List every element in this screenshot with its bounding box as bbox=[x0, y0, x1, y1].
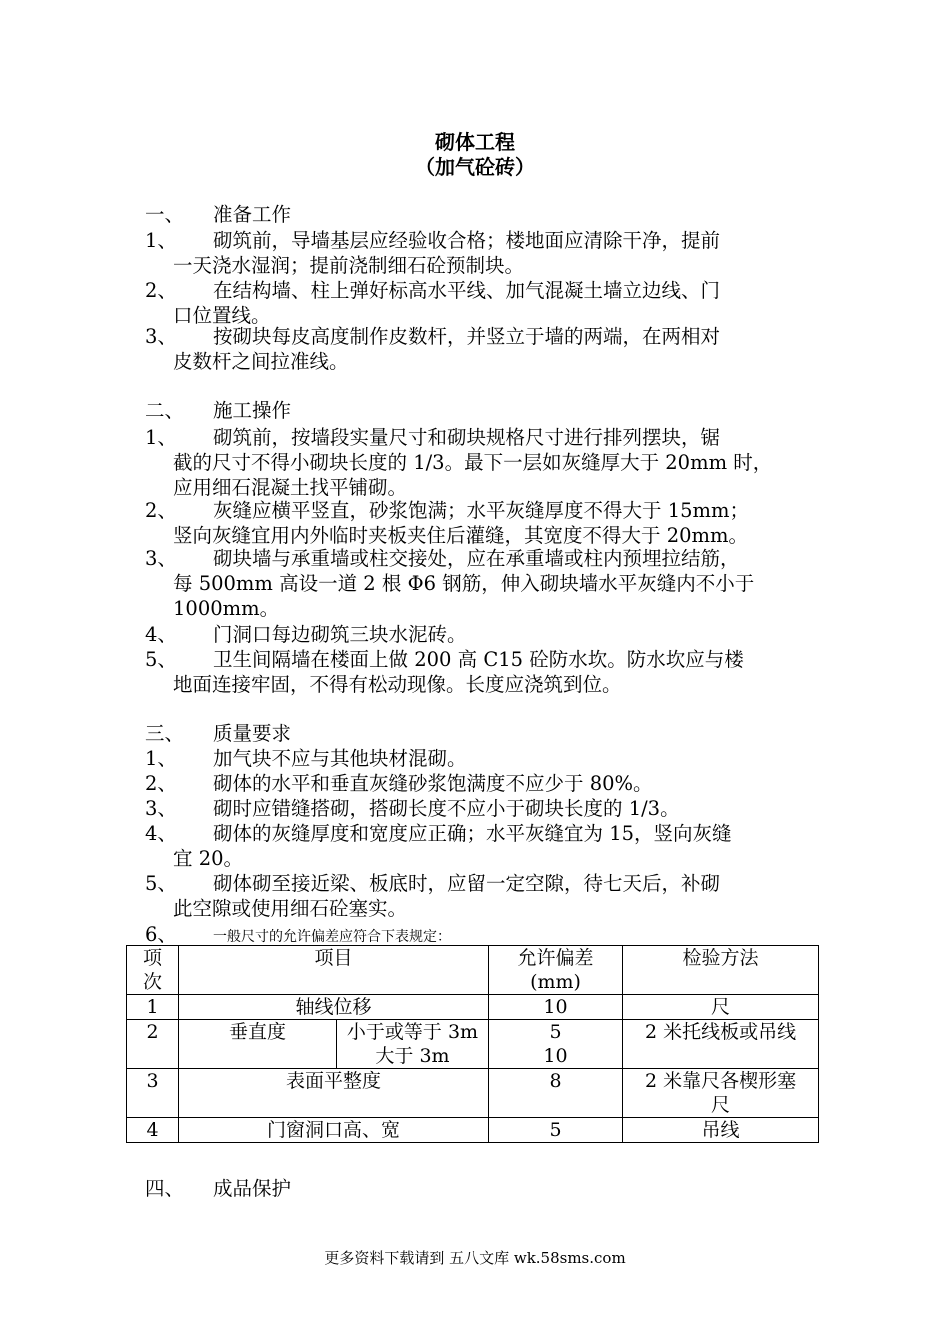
list-item: 2、 砌体的水平和垂直灰缝砂浆饱满度不应少于 80%。 bbox=[145, 772, 653, 795]
list-item: 2、 灰缝应横平竖直，砂浆饱满；水平灰缝厚度不得大于 15mm； 竖向灰缝宜用内外临时夹板夹住后灌缝，其宽度不得大于 20mm。 bbox=[145, 499, 749, 547]
table-cell: 尺 bbox=[623, 995, 819, 1020]
list-item: 4、 门洞口每边砌筑三块水泥砖。 bbox=[145, 623, 467, 646]
table-cell: 表面平整度 bbox=[179, 1069, 489, 1118]
list-item: 5、 卫生间隔墙在楼面上做 200 高 C15 砼防水坎。防水坎应与楼 地面连接牢固，不得有松动现像。长度应浇筑到位。 bbox=[145, 648, 744, 696]
section-heading bbox=[145, 202, 291, 227]
table-cell: 3 bbox=[127, 1069, 179, 1118]
list-item: 6、 一般尺寸的允许偏差应符合下表规定： bbox=[145, 923, 451, 946]
table-cell: 2 米靠尺各楔形塞 尺 bbox=[623, 1069, 819, 1118]
table-header-cell: 允许偏差 (mm) bbox=[489, 946, 623, 995]
list-item: 3、 砌块墙与承重墙或柱交接处，应在承重墙或柱内预埋拉结筋， 每 500mm 高设一道 2 根 Φ6 钢筋，伸入砌块墙水平灰缝内不小于 1000mm。 bbox=[145, 547, 755, 620]
table-header-cell: 项目 bbox=[179, 946, 489, 995]
table-cell: 吊线 bbox=[623, 1118, 819, 1143]
table-cell: 门窗洞口高、宽 bbox=[179, 1118, 489, 1143]
list-item: 1、 砌筑前，导墙基层应经验收合格；楼地面应清除干净，提前 一天浇水湿润；提前浇制细石砼预制块。 bbox=[145, 229, 721, 277]
footer-link-text[interactable]: 更多资料下载请到 五八文库 wk.58sms.com bbox=[324, 1249, 626, 1267]
list-item: 5、 砌体砌至接近梁、板底时，应留一定空隙，待七天后，补砌 此空隙或使用细石砼塞实。 bbox=[145, 872, 721, 920]
table-cell: 小于或等于 3m 大于 3m bbox=[337, 1020, 489, 1069]
table-cell: 8 bbox=[489, 1069, 623, 1118]
table-cell: 2 bbox=[127, 1020, 179, 1069]
table-cell: 垂直度 bbox=[179, 1020, 337, 1069]
table-header-row bbox=[127, 946, 819, 995]
document-subtitle: （加气砼砖） bbox=[415, 155, 535, 179]
section-heading: 四、 成品保护 bbox=[145, 1177, 292, 1200]
table-cell: 2 米托线板或吊线 bbox=[623, 1020, 819, 1069]
section-title: 准备工作 bbox=[213, 203, 292, 226]
list-item: 1、 加气块不应与其他块材混砌。 bbox=[145, 747, 467, 770]
table-cell: 5 10 bbox=[489, 1020, 623, 1069]
table-cell: 10 bbox=[489, 995, 623, 1020]
section-heading: 三、 质量要求 bbox=[145, 722, 292, 745]
section-heading: 二、 施工操作 bbox=[145, 399, 292, 422]
list-item: 2、 在结构墙、柱上弹好标高水平线、加气混凝土墙立边线、门 口位置线。 bbox=[145, 279, 721, 327]
table-row bbox=[127, 995, 819, 1020]
table-row bbox=[127, 1069, 819, 1118]
section-number: 一、 bbox=[145, 203, 185, 226]
table-cell: 4 bbox=[127, 1118, 179, 1143]
list-item: 3、 按砌块每皮高度制作皮数杆，并竖立于墙的两端，在两相对 皮数杆之间拉准线。 bbox=[145, 325, 721, 373]
list-item: 4、 砌体的灰缝厚度和宽度应正确；水平灰缝宜为 15，竖向灰缝 宜 20。 bbox=[145, 822, 732, 870]
table-cell: 1 bbox=[127, 995, 179, 1020]
list-item: 3、 砌时应错缝搭砌，搭砌长度不应小于砌块长度的 1/3。 bbox=[145, 797, 680, 820]
table-row bbox=[127, 1020, 819, 1069]
table-cell: 轴线位移 bbox=[179, 995, 489, 1020]
document-title: 砌体工程 bbox=[435, 130, 515, 154]
list-item: 1、 砌筑前，按墙段实量尺寸和砌块规格尺寸进行排列摆块，锯 截的尺寸不得小砌块长度的 1/3。最下一层如灰缝厚大于 20mm 时， 应用细石混凝土找平铺砌。 bbox=[145, 426, 773, 499]
table-row bbox=[127, 1118, 819, 1143]
table-cell: 5 bbox=[489, 1118, 623, 1143]
tolerance-table bbox=[126, 945, 819, 1143]
table-header-cell: 检验方法 bbox=[623, 946, 819, 995]
table-header-cell: 项 次 bbox=[127, 946, 179, 995]
